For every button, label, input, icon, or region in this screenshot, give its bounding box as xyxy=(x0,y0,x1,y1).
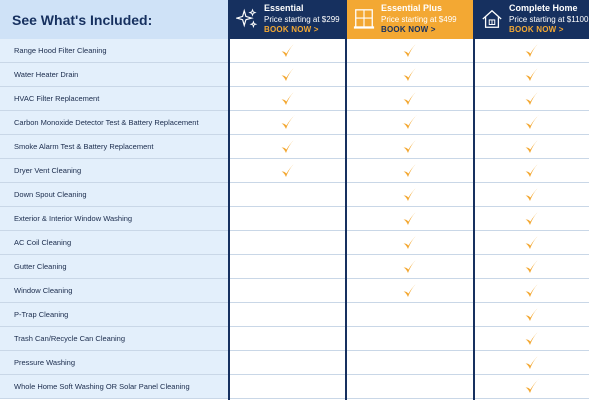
checkmark-icon xyxy=(524,378,540,396)
column-divider xyxy=(228,0,230,400)
checkmark-icon xyxy=(402,186,418,204)
table-cell xyxy=(347,303,473,327)
checkmark-icon xyxy=(524,138,540,156)
table-cell xyxy=(230,231,345,255)
plan-header-2 xyxy=(347,0,473,39)
feature-label: Pressure Washing xyxy=(0,351,228,375)
plan-name: Essential xyxy=(264,3,304,13)
page-title: See What's Included: xyxy=(12,11,153,28)
table-cell xyxy=(230,183,345,207)
checkmark-icon xyxy=(402,282,418,300)
checkmark-icon xyxy=(524,306,540,324)
checkmark-icon xyxy=(280,162,296,180)
checkmark-icon xyxy=(280,66,296,84)
table-cell xyxy=(230,159,345,183)
checkmark-icon xyxy=(524,162,540,180)
table-cell xyxy=(347,159,473,183)
column-divider xyxy=(473,0,475,400)
book-now-link[interactable]: BOOK NOW > xyxy=(381,25,436,34)
checkmark-icon xyxy=(280,114,296,132)
table-cell xyxy=(475,375,589,399)
checkmark-icon xyxy=(402,162,418,180)
plan-header-1 xyxy=(230,0,345,39)
table-cell xyxy=(475,63,589,87)
checkmark-icon xyxy=(524,114,540,132)
checkmark-icon xyxy=(402,210,418,228)
feature-label: Water Heater Drain xyxy=(0,63,228,87)
sparkle-icon xyxy=(236,8,258,30)
table-cell xyxy=(347,351,473,375)
feature-label: Window Cleaning xyxy=(0,279,228,303)
checkmark-icon xyxy=(524,354,540,372)
checkmark-icon xyxy=(524,90,540,108)
checkmark-icon xyxy=(524,210,540,228)
table-cell xyxy=(475,303,589,327)
table-cell xyxy=(230,111,345,135)
plan-name: Essential Plus xyxy=(381,3,443,13)
house-icon xyxy=(481,8,503,30)
feature-label: Range Hood Filter Cleaning xyxy=(0,39,228,63)
checkmark-icon xyxy=(280,138,296,156)
table-cell xyxy=(347,279,473,303)
feature-label: Down Spout Cleaning xyxy=(0,183,228,207)
table-cell xyxy=(475,255,589,279)
feature-label: Trash Can/Recycle Can Cleaning xyxy=(0,327,228,351)
checkmark-icon xyxy=(524,258,540,276)
table-cell xyxy=(347,111,473,135)
plan-price: Price starting at $1100 xyxy=(509,15,589,24)
table-cell xyxy=(475,279,589,303)
table-cell xyxy=(230,279,345,303)
table-cell xyxy=(347,39,473,63)
table-cell xyxy=(230,87,345,111)
feature-label: Carbon Monoxide Detector Test & Battery Replacement xyxy=(0,111,228,135)
checkmark-icon xyxy=(524,330,540,348)
plan-price: Price starting at $299 xyxy=(264,15,340,24)
table-cell xyxy=(230,135,345,159)
table-cell xyxy=(475,87,589,111)
table-cell xyxy=(230,351,345,375)
feature-label: Dryer Vent Cleaning xyxy=(0,159,228,183)
table-cell xyxy=(347,87,473,111)
plan-price: Price starting at $499 xyxy=(381,15,457,24)
checkmark-icon xyxy=(280,90,296,108)
checkmark-icon xyxy=(280,42,296,60)
table-cell xyxy=(347,63,473,87)
plan-header-3 xyxy=(475,0,589,39)
checkmark-icon xyxy=(524,186,540,204)
table-cell xyxy=(347,255,473,279)
table-cell xyxy=(347,327,473,351)
feature-label: AC Coil Cleaning xyxy=(0,231,228,255)
table-cell xyxy=(475,135,589,159)
table-cell xyxy=(230,39,345,63)
table-cell xyxy=(475,207,589,231)
table-cell xyxy=(475,183,589,207)
table-header xyxy=(0,0,228,39)
book-now-link[interactable]: BOOK NOW > xyxy=(264,25,319,34)
table-cell xyxy=(475,39,589,63)
table-cell xyxy=(347,375,473,399)
table-cell xyxy=(230,63,345,87)
table-cell xyxy=(475,231,589,255)
window-icon xyxy=(353,8,375,30)
feature-label: Whole Home Soft Washing OR Solar Panel Cleaning xyxy=(0,375,228,399)
checkmark-icon xyxy=(402,234,418,252)
table-cell xyxy=(475,111,589,135)
checkmark-icon xyxy=(402,66,418,84)
table-cell xyxy=(230,207,345,231)
column-divider xyxy=(345,0,347,400)
table-cell xyxy=(230,375,345,399)
book-now-link[interactable]: BOOK NOW > xyxy=(509,25,564,34)
feature-label: Smoke Alarm Test & Battery Replacement xyxy=(0,135,228,159)
table-cell xyxy=(475,159,589,183)
checkmark-icon xyxy=(402,138,418,156)
checkmark-icon xyxy=(524,66,540,84)
feature-label: Exterior & Interior Window Washing xyxy=(0,207,228,231)
checkmark-icon xyxy=(402,258,418,276)
plan-name: Complete Home xyxy=(509,3,578,13)
checkmark-icon xyxy=(524,282,540,300)
checkmark-icon xyxy=(402,42,418,60)
table-cell xyxy=(347,183,473,207)
table-cell xyxy=(347,135,473,159)
table-cell xyxy=(347,207,473,231)
checkmark-icon xyxy=(402,114,418,132)
table-cell xyxy=(230,327,345,351)
table-cell xyxy=(475,351,589,375)
feature-label: HVAC Filter Replacement xyxy=(0,87,228,111)
feature-label: Gutter Cleaning xyxy=(0,255,228,279)
table-cell xyxy=(475,327,589,351)
table-cell xyxy=(230,255,345,279)
table-cell xyxy=(230,303,345,327)
checkmark-icon xyxy=(524,42,540,60)
feature-label: P-Trap Cleaning xyxy=(0,303,228,327)
checkmark-icon xyxy=(524,234,540,252)
checkmark-icon xyxy=(402,90,418,108)
table-cell xyxy=(347,231,473,255)
